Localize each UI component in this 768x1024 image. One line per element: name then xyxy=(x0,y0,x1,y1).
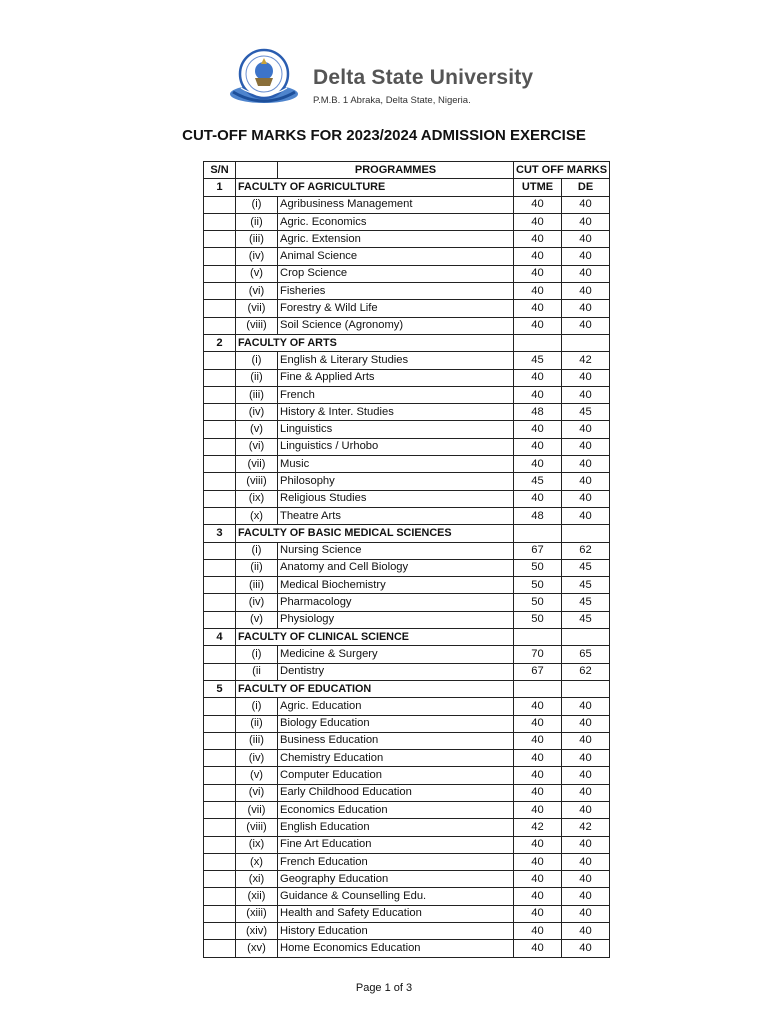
programme-number: (i) xyxy=(236,698,278,715)
de-mark: 40 xyxy=(562,283,610,300)
de-mark: 45 xyxy=(562,404,610,421)
blank-cell xyxy=(204,196,236,213)
sn-header: S/N xyxy=(204,162,236,179)
utme-mark: 40 xyxy=(514,750,562,767)
blank-cell xyxy=(204,369,236,386)
table-row xyxy=(204,715,610,732)
programme-number: (i) xyxy=(236,646,278,663)
programme-name: Home Economics Education xyxy=(278,940,514,957)
utme-mark: 40 xyxy=(514,905,562,922)
programme-name: French Education xyxy=(278,853,514,870)
programme-name: Dentistry xyxy=(278,663,514,680)
programme-name: Linguistics xyxy=(278,421,514,438)
programme-name: Anatomy and Cell Biology xyxy=(278,559,514,576)
utme-mark: 40 xyxy=(514,196,562,213)
utme-mark: 40 xyxy=(514,300,562,317)
programme-number: (vii) xyxy=(236,300,278,317)
university-crest-icon xyxy=(225,44,303,110)
utme-mark: 40 xyxy=(514,888,562,905)
utme-mark: 45 xyxy=(514,473,562,490)
table-row xyxy=(204,923,610,940)
faculty-name: FACULTY OF AGRICULTURE xyxy=(236,179,514,196)
programme-name: English Education xyxy=(278,819,514,836)
programme-number: (xiv) xyxy=(236,923,278,940)
utme-mark: 48 xyxy=(514,507,562,524)
blank-cell xyxy=(562,629,610,646)
table-row xyxy=(204,352,610,369)
utme-mark: 40 xyxy=(514,369,562,386)
utme-mark: 40 xyxy=(514,265,562,282)
table-row xyxy=(204,646,610,663)
programme-name: History & Inter. Studies xyxy=(278,404,514,421)
utme-mark: 70 xyxy=(514,646,562,663)
programme-number: (iv) xyxy=(236,594,278,611)
de-mark: 40 xyxy=(562,940,610,957)
table-row xyxy=(204,836,610,853)
blank-cell xyxy=(204,750,236,767)
utme-mark: 40 xyxy=(514,715,562,732)
programme-name: Agric. Economics xyxy=(278,213,514,230)
utme-mark: 40 xyxy=(514,836,562,853)
programme-name: Chemistry Education xyxy=(278,750,514,767)
programme-number: (i) xyxy=(236,196,278,213)
de-mark: 40 xyxy=(562,490,610,507)
table-row xyxy=(204,611,610,628)
de-mark: 40 xyxy=(562,905,610,922)
de-mark: 40 xyxy=(562,248,610,265)
blank-cell xyxy=(562,680,610,697)
blank-cell xyxy=(204,871,236,888)
blank-cell xyxy=(204,317,236,334)
programme-name: English & Literary Studies xyxy=(278,352,514,369)
table-row xyxy=(204,819,610,836)
programme-number: (vi) xyxy=(236,283,278,300)
cutoff-marks-header: CUT OFF MARKS xyxy=(514,162,610,179)
de-mark: 40 xyxy=(562,473,610,490)
cutoff-marks-table xyxy=(203,161,610,958)
blank-cell xyxy=(204,248,236,265)
de-mark: 62 xyxy=(562,542,610,559)
programme-number: (ix) xyxy=(236,490,278,507)
table-row xyxy=(204,577,610,594)
blank-cell xyxy=(204,300,236,317)
de-mark: 45 xyxy=(562,594,610,611)
programme-name: Religious Studies xyxy=(278,490,514,507)
faculty-row xyxy=(204,334,610,351)
utme-mark: 45 xyxy=(514,352,562,369)
programme-name: Biology Education xyxy=(278,715,514,732)
blank-header-cell xyxy=(236,162,278,179)
programme-number: (i) xyxy=(236,352,278,369)
programme-name: Fisheries xyxy=(278,283,514,300)
blank-cell xyxy=(204,473,236,490)
de-mark: 40 xyxy=(562,196,610,213)
utme-mark: 40 xyxy=(514,871,562,888)
de-mark: 40 xyxy=(562,801,610,818)
programme-name: History Education xyxy=(278,923,514,940)
programme-number: (ix) xyxy=(236,836,278,853)
faculty-name: FACULTY OF EDUCATION xyxy=(236,680,514,697)
blank-cell xyxy=(204,767,236,784)
programme-number: (iv) xyxy=(236,248,278,265)
utme-mark: 40 xyxy=(514,456,562,473)
de-mark: 45 xyxy=(562,559,610,576)
de-mark: 45 xyxy=(562,611,610,628)
de-mark: 40 xyxy=(562,369,610,386)
utme-mark: 40 xyxy=(514,283,562,300)
utme-mark: 40 xyxy=(514,732,562,749)
blank-cell xyxy=(204,421,236,438)
programme-name: Business Education xyxy=(278,732,514,749)
de-mark: 40 xyxy=(562,836,610,853)
programme-number: (viii) xyxy=(236,317,278,334)
blank-cell xyxy=(204,352,236,369)
table-row xyxy=(204,265,610,282)
de-mark: 40 xyxy=(562,231,610,248)
programme-name: Fine & Applied Arts xyxy=(278,369,514,386)
utme-mark: 40 xyxy=(514,923,562,940)
programme-name: Theatre Arts xyxy=(278,507,514,524)
table-row xyxy=(204,853,610,870)
table-row xyxy=(204,473,610,490)
table-row xyxy=(204,317,610,334)
programme-number: (x) xyxy=(236,507,278,524)
blank-cell xyxy=(204,559,236,576)
table-body xyxy=(204,162,610,958)
programme-name: Agric. Education xyxy=(278,698,514,715)
table-row xyxy=(204,594,610,611)
programme-name: French xyxy=(278,386,514,403)
programme-number: (xi) xyxy=(236,871,278,888)
blank-cell xyxy=(204,940,236,957)
programme-number: (v) xyxy=(236,421,278,438)
programme-name: Computer Education xyxy=(278,767,514,784)
programme-number: (viii) xyxy=(236,473,278,490)
utme-mark: 40 xyxy=(514,438,562,455)
table-row xyxy=(204,283,610,300)
blank-cell xyxy=(204,283,236,300)
table-row xyxy=(204,386,610,403)
programme-number: (vii) xyxy=(236,801,278,818)
table-row xyxy=(204,767,610,784)
faculty-sn: 4 xyxy=(204,629,236,646)
programme-number: (xiii) xyxy=(236,905,278,922)
utme-mark: 40 xyxy=(514,317,562,334)
de-mark: 62 xyxy=(562,663,610,680)
programme-name: Soil Science (Agronomy) xyxy=(278,317,514,334)
blank-cell xyxy=(204,594,236,611)
utme-mark: 40 xyxy=(514,940,562,957)
utme-mark: 50 xyxy=(514,611,562,628)
programme-number: (x) xyxy=(236,853,278,870)
blank-cell xyxy=(204,213,236,230)
programme-name: Animal Science xyxy=(278,248,514,265)
blank-cell xyxy=(204,542,236,559)
utme-mark: 67 xyxy=(514,542,562,559)
programme-name: Pharmacology xyxy=(278,594,514,611)
de-mark: 40 xyxy=(562,871,610,888)
programme-name: Medical Biochemistry xyxy=(278,577,514,594)
de-mark: 40 xyxy=(562,386,610,403)
utme-mark: 40 xyxy=(514,248,562,265)
utme-mark: 67 xyxy=(514,663,562,680)
programme-name: Linguistics / Urhobo xyxy=(278,438,514,455)
letterhead xyxy=(225,44,565,110)
table-row xyxy=(204,905,610,922)
de-mark: 40 xyxy=(562,715,610,732)
blank-cell xyxy=(204,715,236,732)
utme-mark: 40 xyxy=(514,231,562,248)
utme-mark: 50 xyxy=(514,577,562,594)
blank-cell xyxy=(562,334,610,351)
programme-number: (i) xyxy=(236,542,278,559)
blank-cell xyxy=(204,438,236,455)
blank-cell xyxy=(204,404,236,421)
faculty-row xyxy=(204,629,610,646)
blank-cell xyxy=(514,680,562,697)
de-mark: 40 xyxy=(562,507,610,524)
table-row xyxy=(204,248,610,265)
table-row xyxy=(204,213,610,230)
blank-cell xyxy=(204,507,236,524)
utme-mark: 40 xyxy=(514,698,562,715)
faculty-row xyxy=(204,179,610,196)
programme-name: Music xyxy=(278,456,514,473)
blank-cell xyxy=(204,819,236,836)
blank-cell xyxy=(204,663,236,680)
programme-number: (iv) xyxy=(236,750,278,767)
de-mark: 40 xyxy=(562,300,610,317)
blank-cell xyxy=(204,923,236,940)
utme-mark: 40 xyxy=(514,767,562,784)
table-row xyxy=(204,196,610,213)
utme-mark: 40 xyxy=(514,421,562,438)
blank-cell xyxy=(514,629,562,646)
programme-name: Geography Education xyxy=(278,871,514,888)
table-row xyxy=(204,507,610,524)
programme-name: Early Childhood Education xyxy=(278,784,514,801)
faculty-sn: 2 xyxy=(204,334,236,351)
de-mark: 40 xyxy=(562,698,610,715)
table-row xyxy=(204,456,610,473)
table-row xyxy=(204,542,610,559)
table-row xyxy=(204,750,610,767)
de-mark: 40 xyxy=(562,213,610,230)
de-mark: 45 xyxy=(562,577,610,594)
table-row xyxy=(204,404,610,421)
blank-cell xyxy=(204,386,236,403)
faculty-row xyxy=(204,525,610,542)
blank-cell xyxy=(204,646,236,663)
programme-number: (iii) xyxy=(236,732,278,749)
programme-name: Guidance & Counselling Edu. xyxy=(278,888,514,905)
programme-name: Agric. Extension xyxy=(278,231,514,248)
programme-name: Medicine & Surgery xyxy=(278,646,514,663)
utme-mark: 48 xyxy=(514,404,562,421)
programme-number: (iv) xyxy=(236,404,278,421)
de-mark: 40 xyxy=(562,265,610,282)
programme-name: Forestry & Wild Life xyxy=(278,300,514,317)
programme-number: (xv) xyxy=(236,940,278,957)
programme-number: (ii) xyxy=(236,715,278,732)
programme-number: (ii) xyxy=(236,213,278,230)
faculty-name: FACULTY OF ARTS xyxy=(236,334,514,351)
programme-name: Fine Art Education xyxy=(278,836,514,853)
de-mark: 40 xyxy=(562,750,610,767)
utme-mark: 42 xyxy=(514,819,562,836)
utme-mark: 50 xyxy=(514,594,562,611)
blank-cell xyxy=(204,732,236,749)
de-mark: 40 xyxy=(562,888,610,905)
programme-name: Physiology xyxy=(278,611,514,628)
table-row xyxy=(204,421,610,438)
blank-cell xyxy=(204,784,236,801)
programme-number: (vi) xyxy=(236,784,278,801)
programme-name: Agribusiness Management xyxy=(278,196,514,213)
table-row xyxy=(204,732,610,749)
blank-cell xyxy=(204,490,236,507)
programme-number: (v) xyxy=(236,265,278,282)
blank-cell xyxy=(204,836,236,853)
de-mark: 40 xyxy=(562,853,610,870)
de-mark: 40 xyxy=(562,732,610,749)
programmes-header: PROGRAMMES xyxy=(278,162,514,179)
de-mark: 42 xyxy=(562,819,610,836)
blank-cell xyxy=(204,905,236,922)
table-row xyxy=(204,231,610,248)
blank-cell xyxy=(204,698,236,715)
blank-cell xyxy=(204,888,236,905)
programme-name: Health and Safety Education xyxy=(278,905,514,922)
de-mark: 65 xyxy=(562,646,610,663)
programme-name: Philosophy xyxy=(278,473,514,490)
de-mark: 40 xyxy=(562,317,610,334)
table-row xyxy=(204,438,610,455)
programme-number: (viii) xyxy=(236,819,278,836)
programme-number: (ii) xyxy=(236,559,278,576)
de-mark: 40 xyxy=(562,767,610,784)
de-header: DE xyxy=(562,179,610,196)
blank-cell xyxy=(204,611,236,628)
programme-number: (ii) xyxy=(236,369,278,386)
table-row xyxy=(204,784,610,801)
blank-cell xyxy=(514,525,562,542)
programme-number: (iii) xyxy=(236,231,278,248)
blank-cell xyxy=(204,853,236,870)
programme-number: (xii) xyxy=(236,888,278,905)
de-mark: 40 xyxy=(562,923,610,940)
utme-mark: 40 xyxy=(514,386,562,403)
de-mark: 40 xyxy=(562,421,610,438)
page-title: CUT-OFF MARKS FOR 2023/2024 ADMISSION EXERCISE xyxy=(182,127,586,144)
faculty-row xyxy=(204,680,610,697)
programme-number: (ii xyxy=(236,663,278,680)
faculty-sn: 3 xyxy=(204,525,236,542)
programme-name: Nursing Science xyxy=(278,542,514,559)
de-mark: 40 xyxy=(562,456,610,473)
table-row xyxy=(204,888,610,905)
faculty-name: FACULTY OF CLINICAL SCIENCE xyxy=(236,629,514,646)
blank-cell xyxy=(204,801,236,818)
programme-number: (v) xyxy=(236,611,278,628)
de-mark: 42 xyxy=(562,352,610,369)
faculty-name: FACULTY OF BASIC MEDICAL SCIENCES xyxy=(236,525,514,542)
blank-cell xyxy=(204,577,236,594)
university-address: P.M.B. 1 Abraka, Delta State, Nigeria. xyxy=(313,95,471,106)
page-number: Page 1 of 3 xyxy=(355,982,413,994)
blank-cell xyxy=(562,525,610,542)
programme-number: (vii) xyxy=(236,456,278,473)
table-row xyxy=(204,300,610,317)
utme-mark: 40 xyxy=(514,490,562,507)
programme-number: (vi) xyxy=(236,438,278,455)
university-name: Delta State University xyxy=(313,66,534,89)
de-mark: 40 xyxy=(562,784,610,801)
blank-cell xyxy=(204,265,236,282)
table-row xyxy=(204,871,610,888)
utme-header: UTME xyxy=(514,179,562,196)
utme-mark: 40 xyxy=(514,213,562,230)
table-row xyxy=(204,698,610,715)
table-row xyxy=(204,369,610,386)
table-row xyxy=(204,663,610,680)
utme-mark: 40 xyxy=(514,801,562,818)
utme-mark: 40 xyxy=(514,853,562,870)
table-row xyxy=(204,940,610,957)
blank-cell xyxy=(204,231,236,248)
table-row xyxy=(204,801,610,818)
programme-number: (iii) xyxy=(236,386,278,403)
utme-mark: 50 xyxy=(514,559,562,576)
programme-name: Economics Education xyxy=(278,801,514,818)
utme-mark: 40 xyxy=(514,784,562,801)
faculty-sn: 1 xyxy=(204,179,236,196)
de-mark: 40 xyxy=(562,438,610,455)
programme-number: (iii) xyxy=(236,577,278,594)
blank-cell xyxy=(204,456,236,473)
programme-number: (v) xyxy=(236,767,278,784)
blank-cell xyxy=(514,334,562,351)
table-header-row xyxy=(204,162,610,179)
table-row xyxy=(204,559,610,576)
table-row xyxy=(204,490,610,507)
programme-name: Crop Science xyxy=(278,265,514,282)
faculty-sn: 5 xyxy=(204,680,236,697)
